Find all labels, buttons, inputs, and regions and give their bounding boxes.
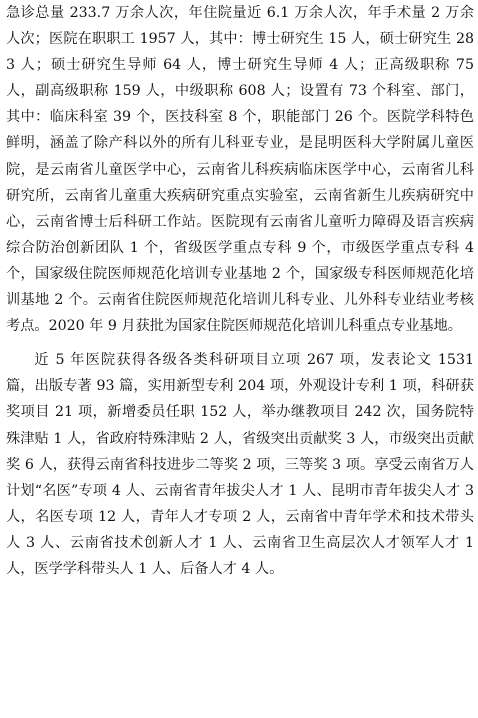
paragraph-research-achievements: 近 5 年医院获得各级各类科研项目立项 267 项，发表论文 1531 篇，出版专著 93 篇，实用新型专利 204 项，外观设计专利 1 项，科研获奖项目 21 项，新增委员任职 152 人，举办继教项目 242 次，国务院特殊津贴 1 人，省政府特殊津贴 2 人，省级突出贡献奖 3 人，市级突出贡献奖 6 人，获得云南省科技进步二等奖 2 项，三等奖 3 项。享受云南省万人计划“名医”专项 4 人、云南省青年拔尖人才 1 人、昆明市青年拔尖人才 3 人，名医专项 12 人，青年人才专项 2 人，云南省中青年学术和技术带头人 3 人、云南省技术创新人才 1 人、云南省卫生高层次人才领军人才 1 人，医学学科带头人 1 人、后备人才 4 人。 xyxy=(6,352,474,577)
paragraph-hospital-overview: 急诊总量 233.7 万余人次，年住院量近 6.1 万余人次，年手术量 2 万余人次；医院在职职工 1957 人，其中：博士研究生 15 人，硕士研究生 283 人；硕士研究生导师 64 人，博士研究生导师 4 人；正高级职称 75 人，副高级职称 159 人，中级职称 608 人；设置有 73 个科室、部门，其中：临床科室 39 个，医技科室 8 个，职能部门 26 个。医院学科特色鲜明，涵盖了除产科以外的所有儿科亚专业，是昆明医科大学附属儿童医院，是云南省儿童医学中心，云南省儿科疾病临床医学中心，云南省儿科研究所，云南省儿童重大疾病研究重点实验室，云南省新生儿疾病研究中心，云南省博士后科研工作站。医院现有云南省儿童听力障碍及语言疾病综合防治创新团队 1 个，省级医学重点专科 9 个，市级医学重点专科 4 个，国家级住院医师规范化培训专业基地 2 个，国家级专科医师规范化培训基地 2 个。云南省住院医师规范化培训儿科专业、儿外科专业结业考核考点。2020 年 9 月获批为国家住院医师规范化培训儿科重点专业基地。 xyxy=(6,5,474,335)
